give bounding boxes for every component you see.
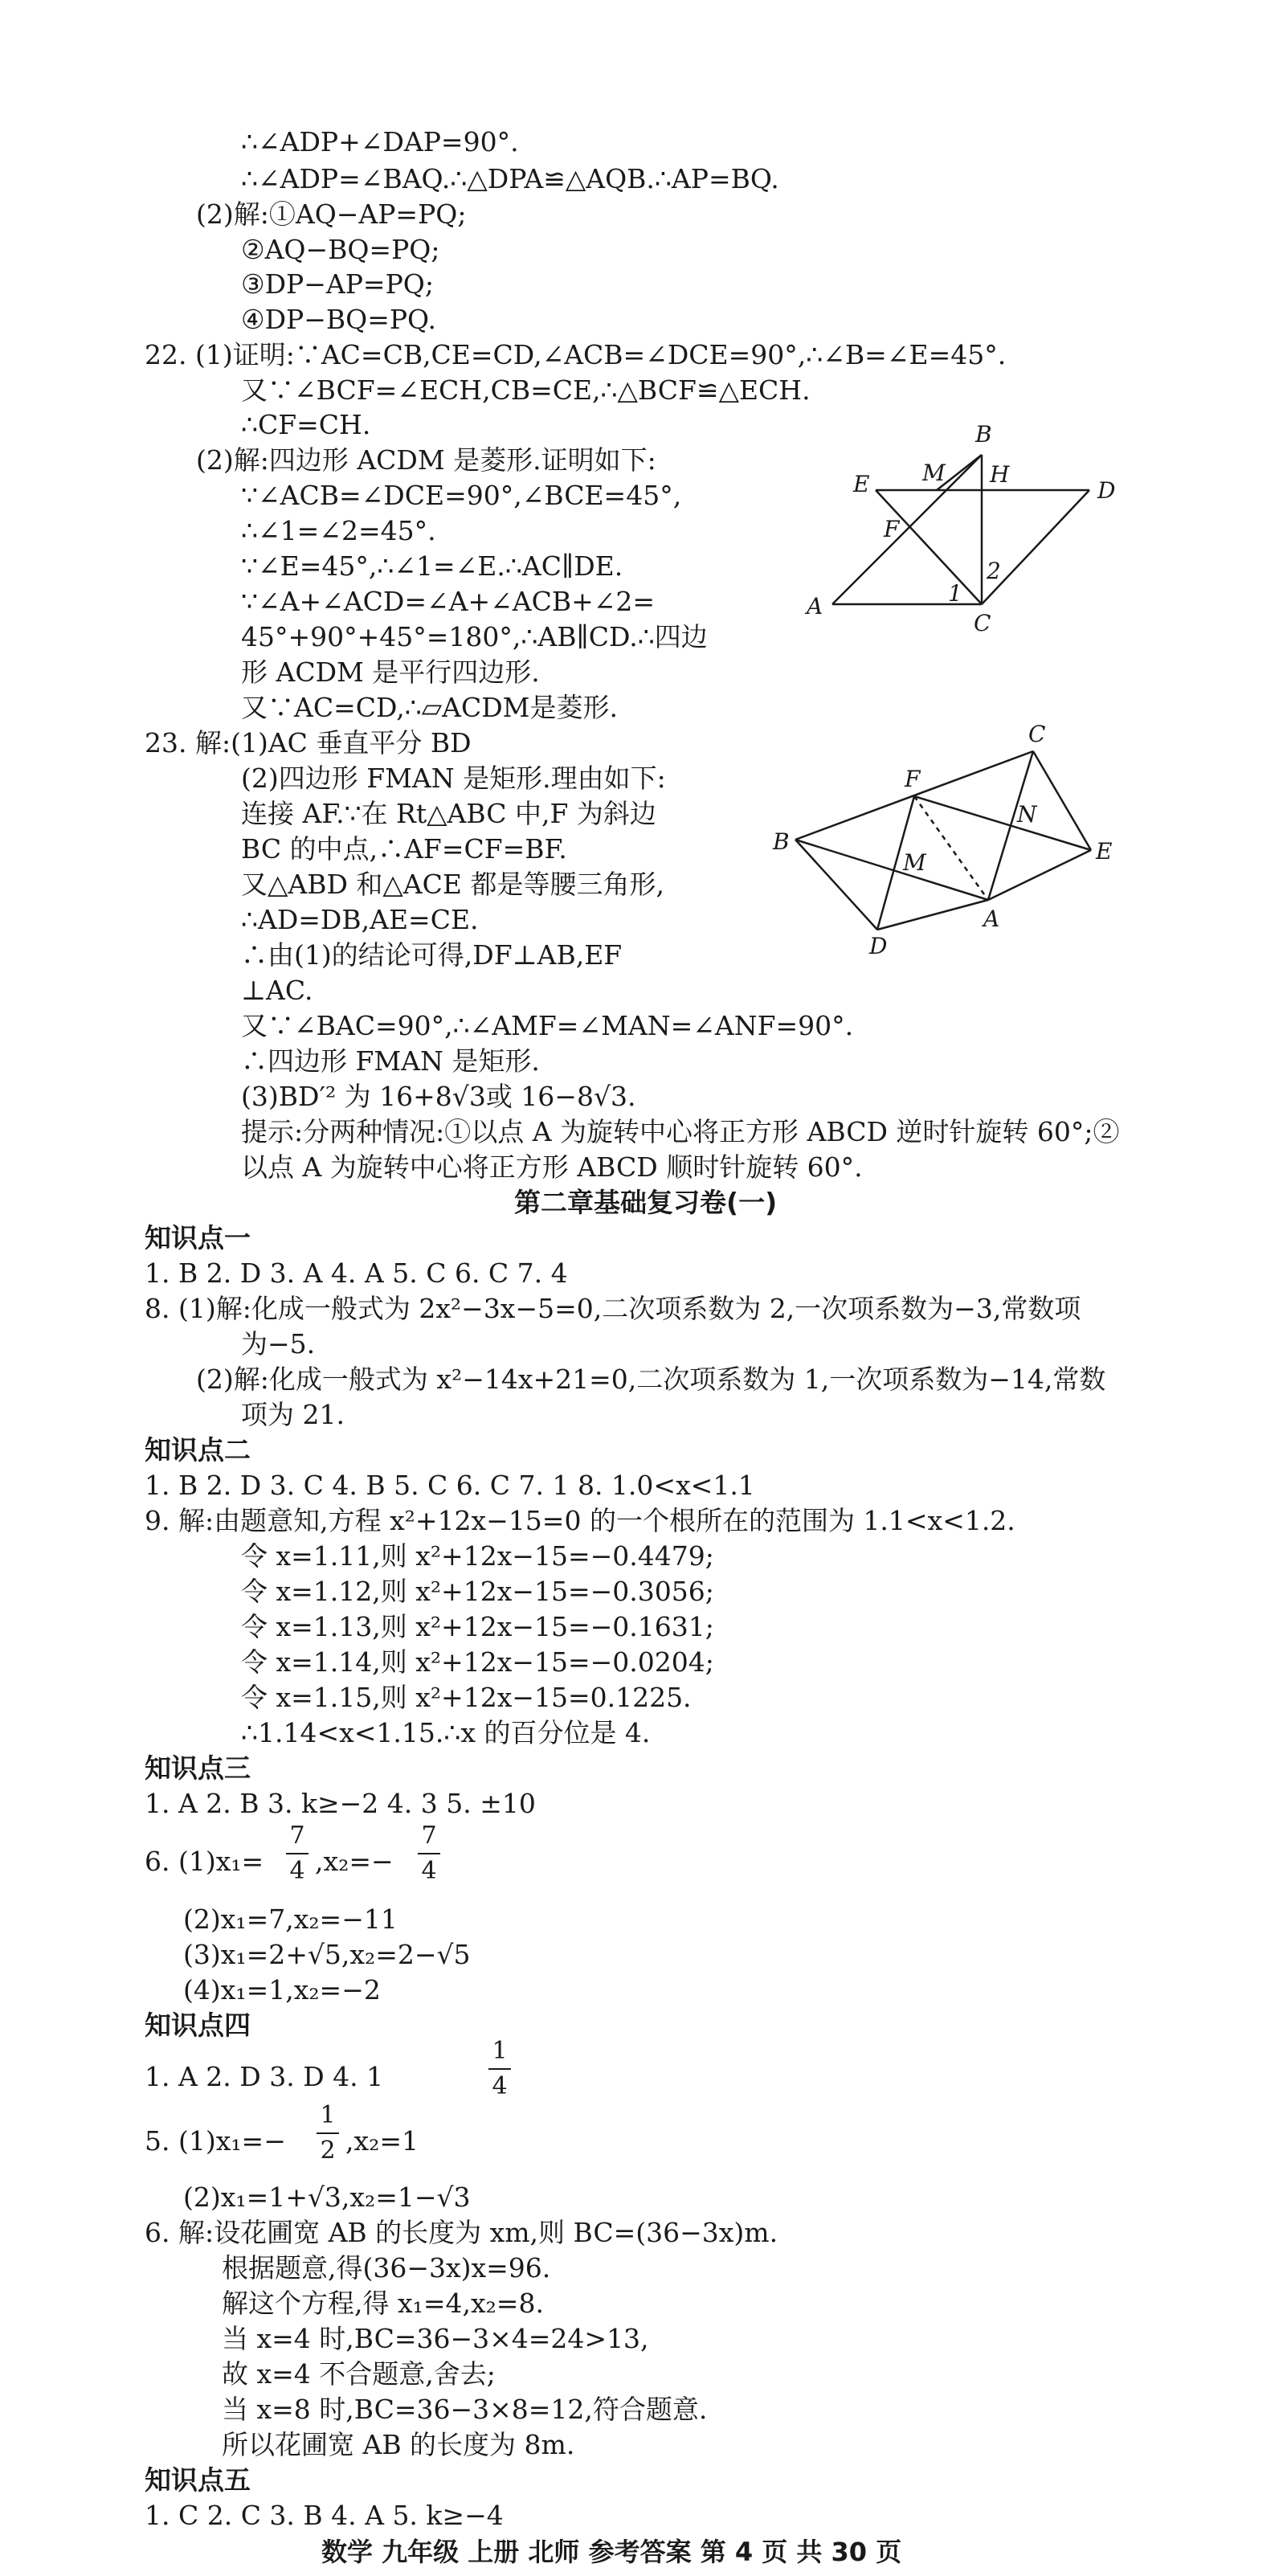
fraction-bar: [317, 2132, 339, 2134]
section-heading: 知识点一: [145, 1222, 251, 1253]
text-line: 又∵∠BCF=∠ECH,CB=CE,∴△BCF≌△ECH.: [241, 374, 811, 406]
text-line: 当 x=4 时,BC=36−3×4=24>13,: [222, 2323, 649, 2354]
text-line: ∵∠E=45°,∴∠1=∠E.∴AC∥DE.: [241, 550, 623, 582]
text-line: 45°+90°+45°=180°,∴AB∥CD.∴四边: [241, 621, 708, 652]
chapter-title: 第二章基础复习卷(一): [514, 1187, 778, 1218]
fraction: [418, 1824, 440, 1883]
text-line: 5. (1)x₁=−: [145, 2125, 286, 2157]
text-line: ∵∠ACB=∠DCE=90°,∠BCE=45°,: [241, 480, 682, 511]
text-line: ,x₂=1: [345, 2125, 419, 2157]
label-C: C: [1028, 721, 1046, 747]
fraction-bar: [286, 1853, 308, 1854]
text-line: (2)四边形 FMAN 是矩形.理由如下:: [241, 763, 666, 794]
label-1: 1: [948, 580, 962, 607]
text-line: 1. A 2. B 3. k≥−2 4. 3 5. ±10: [145, 1788, 536, 1819]
fraction-bar: [488, 2068, 511, 2070]
text-line: ∴四边形 FMAN 是矩形.: [241, 1045, 540, 1077]
numerator: 7: [289, 1822, 305, 1850]
text-line: ∴∠ADP+∠DAP=90°.: [241, 126, 519, 157]
label-D: D: [1097, 477, 1116, 504]
section-heading: 知识点四: [145, 2010, 251, 2041]
text-line: 当 x=8 时,BC=36−3×8=12,符合题意.: [222, 2394, 708, 2425]
text-line: ∴由(1)的结论可得,DF⊥AB,EF: [241, 939, 623, 971]
text-line: 所以花圃宽 AB 的长度为 8m.: [222, 2429, 575, 2460]
geometry-figure-23: [771, 719, 1125, 960]
label-A: A: [983, 906, 1000, 932]
geometry-figure-22: [803, 418, 1125, 636]
text-line: 9. 解:由题意知,方程 x²+12x−15=0 的一个根所在的范围为 1.1<x<1.2.: [145, 1505, 1015, 1536]
text-line: (4)x₁=1,x₂=−2: [183, 1974, 381, 2006]
text-line: (2)解:四边形 ACDM 是菱形.证明如下:: [196, 444, 656, 476]
fraction: [317, 2101, 339, 2165]
page-footer: 数学 九年级 上册 北师 参考答案 第 4 页 共 30 页: [321, 2537, 902, 2567]
label-D: D: [869, 933, 888, 959]
text-line: 6. 解:设花圃宽 AB 的长度为 xm,则 BC=(36−3x)m.: [145, 2217, 778, 2248]
label-F: F: [905, 766, 921, 792]
text-line: 6. (1)x₁=: [145, 1846, 264, 1877]
section-heading: 知识点二: [145, 1434, 251, 1466]
section-heading: 知识点三: [145, 1752, 251, 1784]
text-line: 又△ABD 和△ACE 都是等腰三角形,: [241, 869, 664, 900]
text-line: ∴∠1=∠2=45°.: [241, 515, 436, 546]
text-line: 1. C 2. C 3. B 4. A 5. k≥−4: [145, 2500, 504, 2531]
text-line: BC 的中点,∴AF=CF=BF.: [241, 833, 567, 865]
label-H: H: [990, 461, 1010, 488]
text-line: 连接 AF.∵在 Rt△ABC 中,F 为斜边: [241, 798, 656, 829]
text-line: ∵∠A+∠ACD=∠A+∠ACB+∠2=: [241, 586, 656, 617]
text-line: 项为 21.: [241, 1399, 345, 1430]
text-line: (2)解:①AQ−AP=PQ;: [196, 198, 467, 230]
label-N: N: [1017, 801, 1037, 828]
denominator: 2: [320, 2136, 336, 2165]
label-B: B: [773, 828, 790, 855]
text-line: 23. 解:(1)AC 垂直平分 BD: [145, 727, 472, 758]
text-line: 1. A 2. D 3. D 4. 1: [145, 2061, 384, 2092]
text-line: ∴AD=DB,AE=CE.: [241, 904, 479, 935]
text-line: (3)BD′² 为 16+8√3或 16−8√3.: [241, 1081, 636, 1112]
denominator: 4: [421, 1857, 437, 1885]
numerator: 1: [320, 2101, 336, 2129]
fraction: [488, 2039, 511, 2099]
text-line: 8. (1)解:化成一般式为 2x²−3x−5=0,二次项系数为 2,一次项系数为−3,常数项: [145, 1293, 1081, 1324]
text-line: (2)解:化成一般式为 x²−14x+21=0,二次项系数为 1,一次项系数为−14,常数: [196, 1364, 1106, 1395]
text-line: 以点 A 为旋转中心将正方形 ABCD 顺时针旋转 60°.: [241, 1151, 863, 1183]
text-line: ④DP−BQ=PQ.: [241, 304, 436, 335]
section-heading: 知识点五: [145, 2464, 251, 2496]
text-line: 令 x=1.14,则 x²+12x−15=−0.0204;: [241, 1646, 714, 1678]
denominator: 4: [492, 2072, 508, 2100]
label-E: E: [1096, 838, 1113, 865]
segment-BA: [795, 840, 988, 900]
label-A: A: [807, 593, 823, 619]
segment-DA: [877, 900, 988, 930]
text-line: 令 x=1.15,则 x²+12x−15=0.1225.: [241, 1682, 692, 1713]
label-F: F: [884, 516, 900, 542]
text-line: ∴CF=CH.: [241, 409, 371, 440]
label-E: E: [853, 471, 870, 497]
denominator: 4: [289, 1857, 305, 1885]
label-M: M: [922, 460, 946, 486]
segment-CD: [982, 490, 1089, 604]
label-B: B: [975, 421, 992, 448]
segment-BC: [795, 751, 1033, 840]
text-line: 故 x=4 不合题意,舍去;: [222, 2358, 496, 2390]
label-C: C: [974, 610, 991, 636]
label-M: M: [903, 849, 926, 876]
text-line: 又∵∠BAC=90°,∴∠AMF=∠MAN=∠ANF=90°.: [241, 1010, 854, 1041]
text-line: ③DP−AP=PQ;: [241, 268, 434, 300]
text-line: (2)x₁=1+√3,x₂=1−√3: [183, 2181, 471, 2213]
text-line: 提示:分两种情况:①以点 A 为旋转中心将正方形 ABCD 逆时针旋转 60°;②: [241, 1116, 1120, 1147]
segment-FA-dashed: [914, 796, 988, 900]
text-line: (2)x₁=7,x₂=−11: [183, 1903, 398, 1935]
text-line: 又∵AC=CD,∴▱ACDM是菱形.: [241, 692, 618, 723]
text-line: ,x₂=−: [315, 1846, 394, 1877]
text-line: ∴∠ADP=∠BAQ.∴△DPA≌△AQB.∴AP=BQ.: [241, 163, 779, 194]
segment-AE: [988, 850, 1091, 900]
numerator: 1: [492, 2037, 508, 2065]
text-line: 根据题意,得(36−3x)x=96.: [222, 2252, 551, 2284]
text-line: 令 x=1.11,则 x²+12x−15=−0.4479;: [241, 1540, 714, 1572]
text-line: ∴1.14<x<1.15.∴x 的百分位是 4.: [241, 1717, 651, 1748]
label-2: 2: [987, 558, 1001, 584]
fraction: [286, 1824, 308, 1883]
text-line: 解这个方程,得 x₁=4,x₂=8.: [222, 2288, 544, 2319]
text-line: 形 ACDM 是平行四边形.: [241, 656, 540, 688]
text-line: 1. B 2. D 3. C 4. B 5. C 6. C 7. 1 8. 1.0<x<1.1: [145, 1470, 755, 1501]
text-line: 为−5.: [241, 1328, 316, 1360]
text-line: 1. B 2. D 3. A 4. A 5. C 6. C 7. 4: [145, 1257, 568, 1289]
text-line: ⊥AC.: [241, 975, 313, 1006]
numerator: 7: [421, 1822, 437, 1850]
fraction-bar: [418, 1853, 440, 1854]
text-line: (3)x₁=2+√5,x₂=2−√5: [183, 1939, 471, 1970]
text-line: 22. (1)证明:∵AC=CB,CE=CD,∠ACB=∠DCE=90°,∴∠B=∠E=45°.: [145, 339, 1007, 370]
text-line: 令 x=1.12,则 x²+12x−15=−0.3056;: [241, 1576, 714, 1607]
text-line: ②AQ−BQ=PQ;: [241, 234, 440, 265]
text-line: 令 x=1.13,则 x²+12x−15=−0.1631;: [241, 1611, 714, 1642]
